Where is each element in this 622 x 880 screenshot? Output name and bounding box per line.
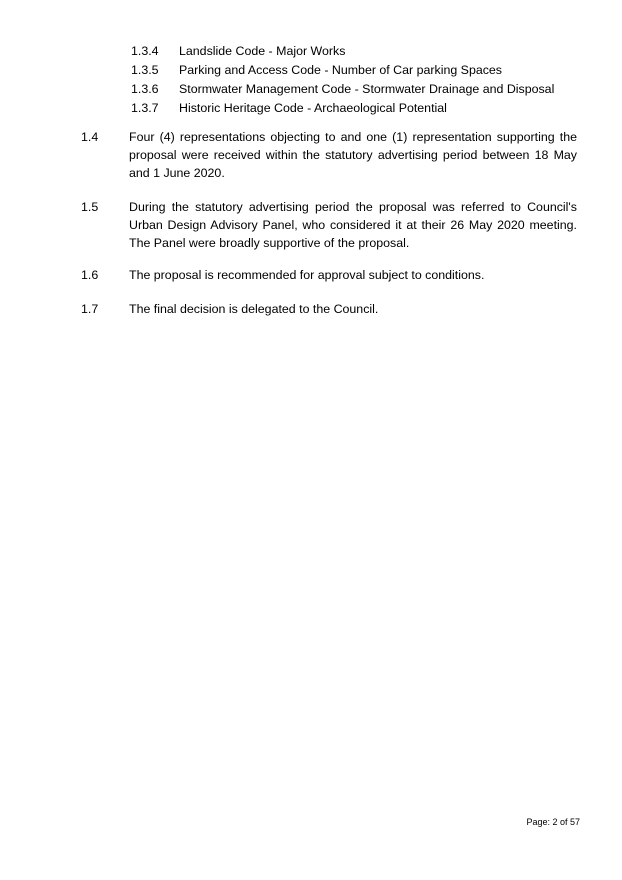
subsection-number: 1.3.5 [131, 63, 159, 77]
section-number: 1.6 [81, 268, 99, 282]
page-number-footer: Page: 2 of 57 [526, 817, 580, 827]
subsection-number: 1.3.6 [131, 82, 159, 96]
section-text: Four (4) representations objecting to and one (1) representation supporting the proposal were received within the statutory advertising period between 18 May and 1 June 2020. [129, 130, 577, 180]
subsection-list [131, 42, 591, 118]
subsection-text: Landslide Code - Major Works [179, 44, 346, 58]
section-1-4 [81, 128, 577, 182]
section-1-6 [81, 266, 577, 284]
subsection-item [131, 42, 591, 61]
section-text: The proposal is recommended for approval subject to conditions. [129, 268, 485, 282]
subsection-number: 1.3.4 [131, 44, 159, 58]
subsection-item [131, 99, 591, 118]
section-number: 1.4 [81, 130, 99, 144]
subsection-text: Historic Heritage Code - Archaeological Potential [179, 101, 447, 115]
section-1-7 [81, 300, 577, 318]
subsection-number: 1.3.7 [131, 101, 159, 115]
subsection-item [131, 80, 591, 99]
section-text: The final decision is delegated to the Council. [129, 302, 379, 316]
subsection-item [131, 61, 591, 80]
section-number: 1.5 [81, 200, 99, 214]
subsection-text: Parking and Access Code - Number of Car parking Spaces [179, 63, 503, 77]
subsection-text: Stormwater Management Code - Stormwater Drainage and Disposal [179, 82, 555, 96]
section-text: During the statutory advertising period the proposal was referred to Council's Urban Design Advisory Panel, who considered it at their 26 May 2020 meeting. The Panel were broadly supportive of the proposal. [129, 200, 577, 250]
section-number: 1.7 [81, 302, 99, 316]
section-1-5 [81, 198, 577, 252]
